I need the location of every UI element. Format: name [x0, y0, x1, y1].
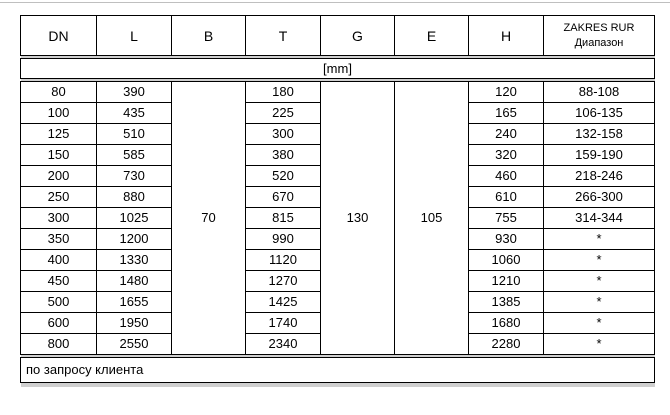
- cell-dn: 100: [21, 103, 97, 124]
- cell-dn: 80: [21, 82, 97, 103]
- cell-t: 1120: [246, 250, 321, 271]
- cell-l: 510: [97, 124, 172, 145]
- cell-range: *: [544, 250, 655, 271]
- cell-dn: 400: [21, 250, 97, 271]
- cell-range: 218-246: [544, 166, 655, 187]
- cell-h: 2280: [469, 334, 544, 355]
- cell-t: 1270: [246, 271, 321, 292]
- cell-range: *: [544, 292, 655, 313]
- cell-h: 755: [469, 208, 544, 229]
- cell-dn: 500: [21, 292, 97, 313]
- cell-range: 88-108: [544, 82, 655, 103]
- dimensions-table: [20, 15, 655, 387]
- cell-t: 1425: [246, 292, 321, 313]
- cell-range: *: [544, 229, 655, 250]
- cell-h: 1385: [469, 292, 544, 313]
- footnote: по запросу клиента: [21, 358, 655, 383]
- table-row: [21, 82, 655, 103]
- cell-range: *: [544, 271, 655, 292]
- cell-h: 610: [469, 187, 544, 208]
- cell-t: 1740: [246, 313, 321, 334]
- cell-h: 120: [469, 82, 544, 103]
- cell-dn: 350: [21, 229, 97, 250]
- cell-l: 1655: [97, 292, 172, 313]
- cell-l: 1950: [97, 313, 172, 334]
- cell-t: 180: [246, 82, 321, 103]
- cell-h: 1210: [469, 271, 544, 292]
- cell-l: 435: [97, 103, 172, 124]
- header-dn: DN: [21, 16, 97, 56]
- cell-dn: 150: [21, 145, 97, 166]
- cell-range: 106-135: [544, 103, 655, 124]
- cell-t: 815: [246, 208, 321, 229]
- cell-h: 1680: [469, 313, 544, 334]
- cell-h: 460: [469, 166, 544, 187]
- unit-label: [mm]: [21, 59, 655, 79]
- header-g: G: [321, 16, 395, 56]
- header-row: [21, 16, 655, 56]
- cell-h: 320: [469, 145, 544, 166]
- header-e: E: [395, 16, 469, 56]
- cell-range: 159-190: [544, 145, 655, 166]
- header-l: L: [97, 16, 172, 56]
- cell-dn: 200: [21, 166, 97, 187]
- cell-b-merged: 70: [172, 82, 246, 355]
- cell-t: 990: [246, 229, 321, 250]
- header-t: T: [246, 16, 321, 56]
- cell-range: *: [544, 334, 655, 355]
- cell-h: 930: [469, 229, 544, 250]
- header-zakres: [544, 16, 655, 56]
- cell-range: *: [544, 313, 655, 334]
- cell-dn: 450: [21, 271, 97, 292]
- header-b: B: [172, 16, 246, 56]
- cell-dn: 800: [21, 334, 97, 355]
- cell-h: 165: [469, 103, 544, 124]
- cell-l: 730: [97, 166, 172, 187]
- cell-h: 240: [469, 124, 544, 145]
- cell-l: 1330: [97, 250, 172, 271]
- cell-h: 1060: [469, 250, 544, 271]
- cell-l: 1025: [97, 208, 172, 229]
- cell-t: 225: [246, 103, 321, 124]
- cell-dn: 125: [21, 124, 97, 145]
- cell-dn: 300: [21, 208, 97, 229]
- footnote-row: [21, 358, 655, 383]
- cell-t: 670: [246, 187, 321, 208]
- unit-row: [21, 59, 655, 79]
- cell-t: 520: [246, 166, 321, 187]
- cell-l: 1480: [97, 271, 172, 292]
- header-zakres-line2: Диапазон: [574, 36, 624, 49]
- cell-range: 314-344: [544, 208, 655, 229]
- cell-l: 2550: [97, 334, 172, 355]
- cell-l: 585: [97, 145, 172, 166]
- top-rule: [0, 2, 670, 3]
- cell-l: 880: [97, 187, 172, 208]
- cell-t: 380: [246, 145, 321, 166]
- cell-range: 132-158: [544, 124, 655, 145]
- cell-range: 266-300: [544, 187, 655, 208]
- header-zakres-line1: ZAKRES RUR: [563, 21, 635, 34]
- cell-l: 390: [97, 82, 172, 103]
- cell-t: 2340: [246, 334, 321, 355]
- cell-t: 300: [246, 124, 321, 145]
- cell-l: 1200: [97, 229, 172, 250]
- bottom-bar: [21, 383, 655, 388]
- cell-dn: 250: [21, 187, 97, 208]
- header-h: H: [469, 16, 544, 56]
- cell-g-merged: 130: [321, 82, 395, 355]
- cell-e-merged: 105: [395, 82, 469, 355]
- cell-dn: 600: [21, 313, 97, 334]
